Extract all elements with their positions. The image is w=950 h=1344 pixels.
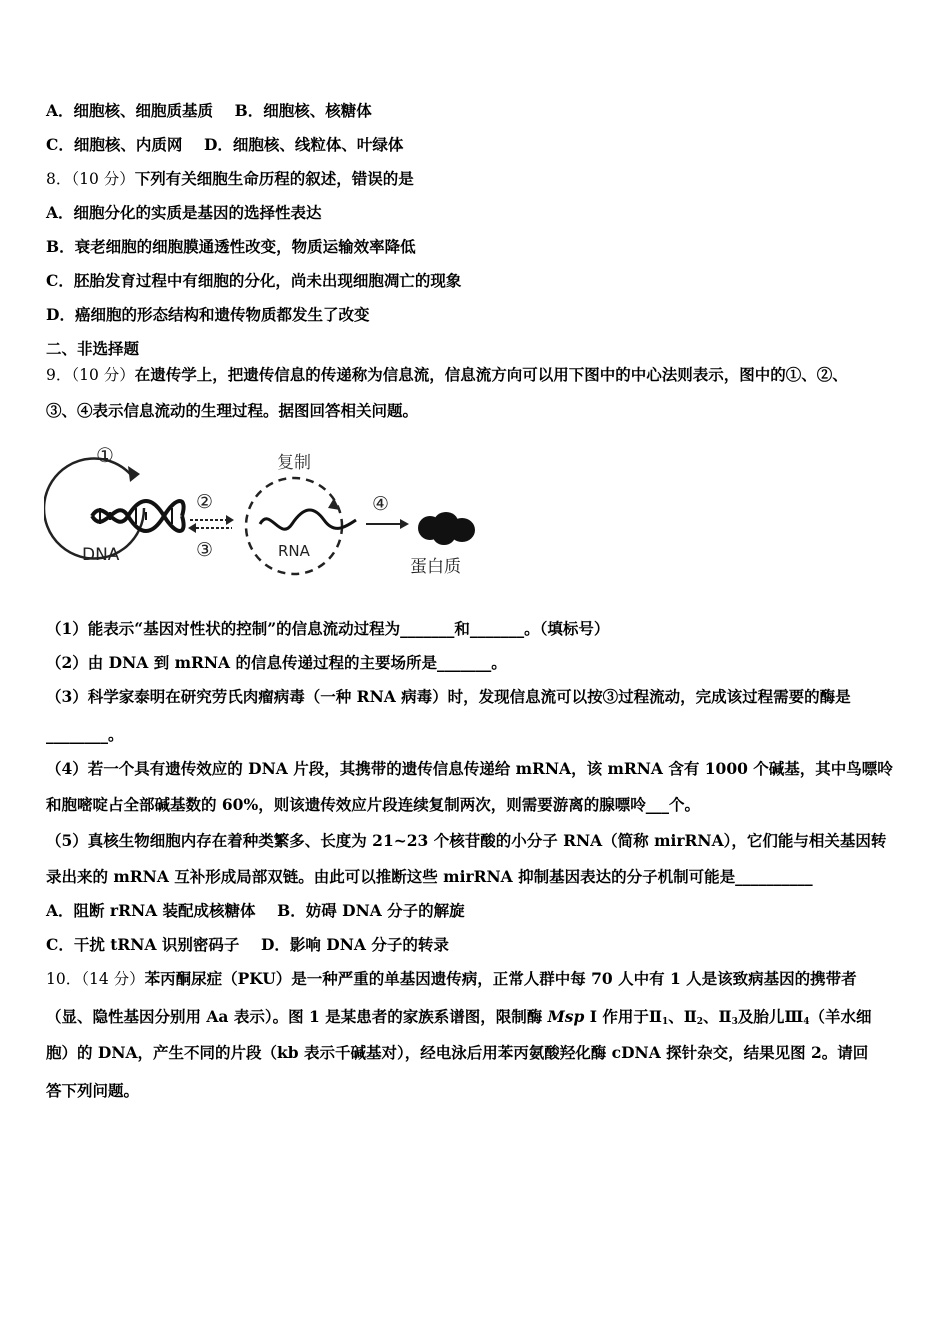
arrowhead-replication xyxy=(328,498,340,510)
q9-sub3-line2: ________。 xyxy=(46,725,124,744)
q9-sub4-line1: （4）若一个具有遗传效应的 DNA 片段，其携带的遗传信息传递给 mRNA，该 mRNA 含有 1000 个碱基，其中鸟嘌呤 xyxy=(46,759,893,778)
q10-line4: 答下列问题。 xyxy=(46,1081,140,1100)
label-process-3: ③ xyxy=(196,539,214,561)
q8-option-b: B．衰老细胞的细胞膜通透性改变，物质运输效率降低 xyxy=(46,237,416,256)
q9-sub1: （1）能表示“基因对性状的控制”的信息流动过程为_______和_______。（填标号） xyxy=(46,619,610,638)
q10-line2-part-e: 及胎儿Ⅲ xyxy=(737,1007,804,1026)
arrowhead-4 xyxy=(400,519,409,529)
q10-enzyme-name: Msp xyxy=(547,1007,585,1026)
q9-sub3-line1: （3）科学家泰明在研究劳氏肉瘤病毒（一种 RNA 病毒）时，发现信息流可以按③过程流动，完成该过程需要的酶是 xyxy=(46,687,851,706)
q9-option-d: D．影响 DNA 分子的转录 xyxy=(260,935,449,954)
q10-line2-part-c: 、Ⅱ xyxy=(668,1007,697,1026)
q8-option-c: C．胚胎发育过程中有细胞的分化，尚未出现细胞凋亡的现象 xyxy=(46,271,462,290)
q7-option-a: A．细胞核、细胞质基质 xyxy=(46,101,214,120)
q8-number: 8．（10 分） xyxy=(46,170,135,188)
label-process-2: ② xyxy=(196,491,214,513)
q10-line2-part-b: I 作用于Ⅱ xyxy=(584,1007,662,1026)
subscript-4: 4 xyxy=(803,1017,810,1027)
q9-sub5-line1: （5）真核生物细胞内存在着种类繁多、长度为 21~23 个核苷酸的小分子 RNA（简称 mirRNA），它们能与相关基因转 xyxy=(46,831,887,850)
q7-option-d: D．细胞核、线粒体、叶绿体 xyxy=(203,135,404,154)
q8-option-a: A．细胞分化的实质是基因的选择性表达 xyxy=(46,203,322,222)
subscript-3: 3 xyxy=(731,1017,738,1027)
subscript-1: 1 xyxy=(661,1017,669,1027)
arrowhead-1 xyxy=(128,466,140,482)
q10-line2 xyxy=(46,1006,910,1033)
q10-line3: 胞）的 DNA，产生不同的片段（kb 表示千碱基对），经电泳后用苯丙氨酸羟化酶 cDNA 探针杂交，结果见图 2。请回 xyxy=(46,1043,869,1062)
central-dogma-diagram xyxy=(44,436,494,586)
q9-options-row1 xyxy=(46,900,910,922)
arrowhead-2 xyxy=(226,515,234,525)
q9-option-c: C．干扰 tRNA 识别密码子 xyxy=(46,935,240,954)
q10-line2-part-f: （羊水细 xyxy=(809,1007,872,1026)
q10-line2-part-a: （显、隐性基因分别用 Aa 表示）。图 1 是某患者的家族系谱图，限制酶 xyxy=(46,1007,548,1026)
q9-option-a: A．阻断 rRNA 装配成核糖体 xyxy=(46,901,256,920)
q10-line1-text: 苯丙酮尿症（PKU）是一种严重的单基因遗传病，正常人群中每 70 人中有 1 人是该致病基因的携带者 xyxy=(144,969,857,988)
label-process-4: ④ xyxy=(372,493,390,515)
label-dna: DNA xyxy=(82,545,120,565)
label-process-1: ① xyxy=(96,443,114,467)
protein-icon xyxy=(418,512,475,545)
subscript-2: 2 xyxy=(696,1017,704,1027)
q9-sub2: （2）由 DNA 到 mRNA 的信息传递过程的主要场所是_______。 xyxy=(46,653,507,672)
q9-stem-line2: ③、④表示信息流动的生理过程。据图回答相关问题。 xyxy=(46,401,419,420)
q7-option-c: C．细胞核、内质网 xyxy=(46,135,183,154)
arrowhead-3 xyxy=(188,523,196,533)
q10-line2-part-d: 、Ⅱ xyxy=(703,1007,732,1026)
label-replication: 复制 xyxy=(277,453,311,473)
label-rna: RNA xyxy=(278,542,310,560)
label-protein: 蛋白质 xyxy=(410,557,461,577)
q9-stem-text: 在遗传学上，把遗传信息的传递称为信息流，信息流方向可以用下图中的中心法则表示，图中的①、②、 xyxy=(134,365,848,384)
q9-sub5-line2: 录出来的 mRNA 互补形成局部双链。由此可以推断这些 mirRNA 抑制基因表达的分子机制可能是__________ xyxy=(46,867,813,886)
q9-option-b: B．妨碍 DNA 分子的解旋 xyxy=(277,901,465,920)
q9-options-row2 xyxy=(46,934,910,956)
dna-helix-icon xyxy=(92,501,184,531)
q9-sub4-line2: 和胞嘧啶占全部碱基数的 60%，则该遗传效应片段连续复制两次，则需要游离的腺嘌呤___个。 xyxy=(46,795,700,814)
q10-line1 xyxy=(46,968,910,990)
q10-number: 10．（14 分） xyxy=(46,970,145,988)
q8-stem-text: 下列有关细胞生命历程的叙述，错误的是 xyxy=(134,169,414,188)
section-heading: 二、非选择题 xyxy=(46,339,140,358)
q8-stem xyxy=(46,168,910,190)
q9-stem-line1 xyxy=(46,364,910,386)
q7-option-b: B．细胞核、核糖体 xyxy=(234,101,372,120)
q8-option-d: D．癌细胞的形态结构和遗传物质都发生了改变 xyxy=(46,305,370,324)
q9-number: 9．（10 分） xyxy=(46,366,135,384)
q7-options-row1 xyxy=(46,100,910,122)
q7-options-row2 xyxy=(46,134,910,156)
